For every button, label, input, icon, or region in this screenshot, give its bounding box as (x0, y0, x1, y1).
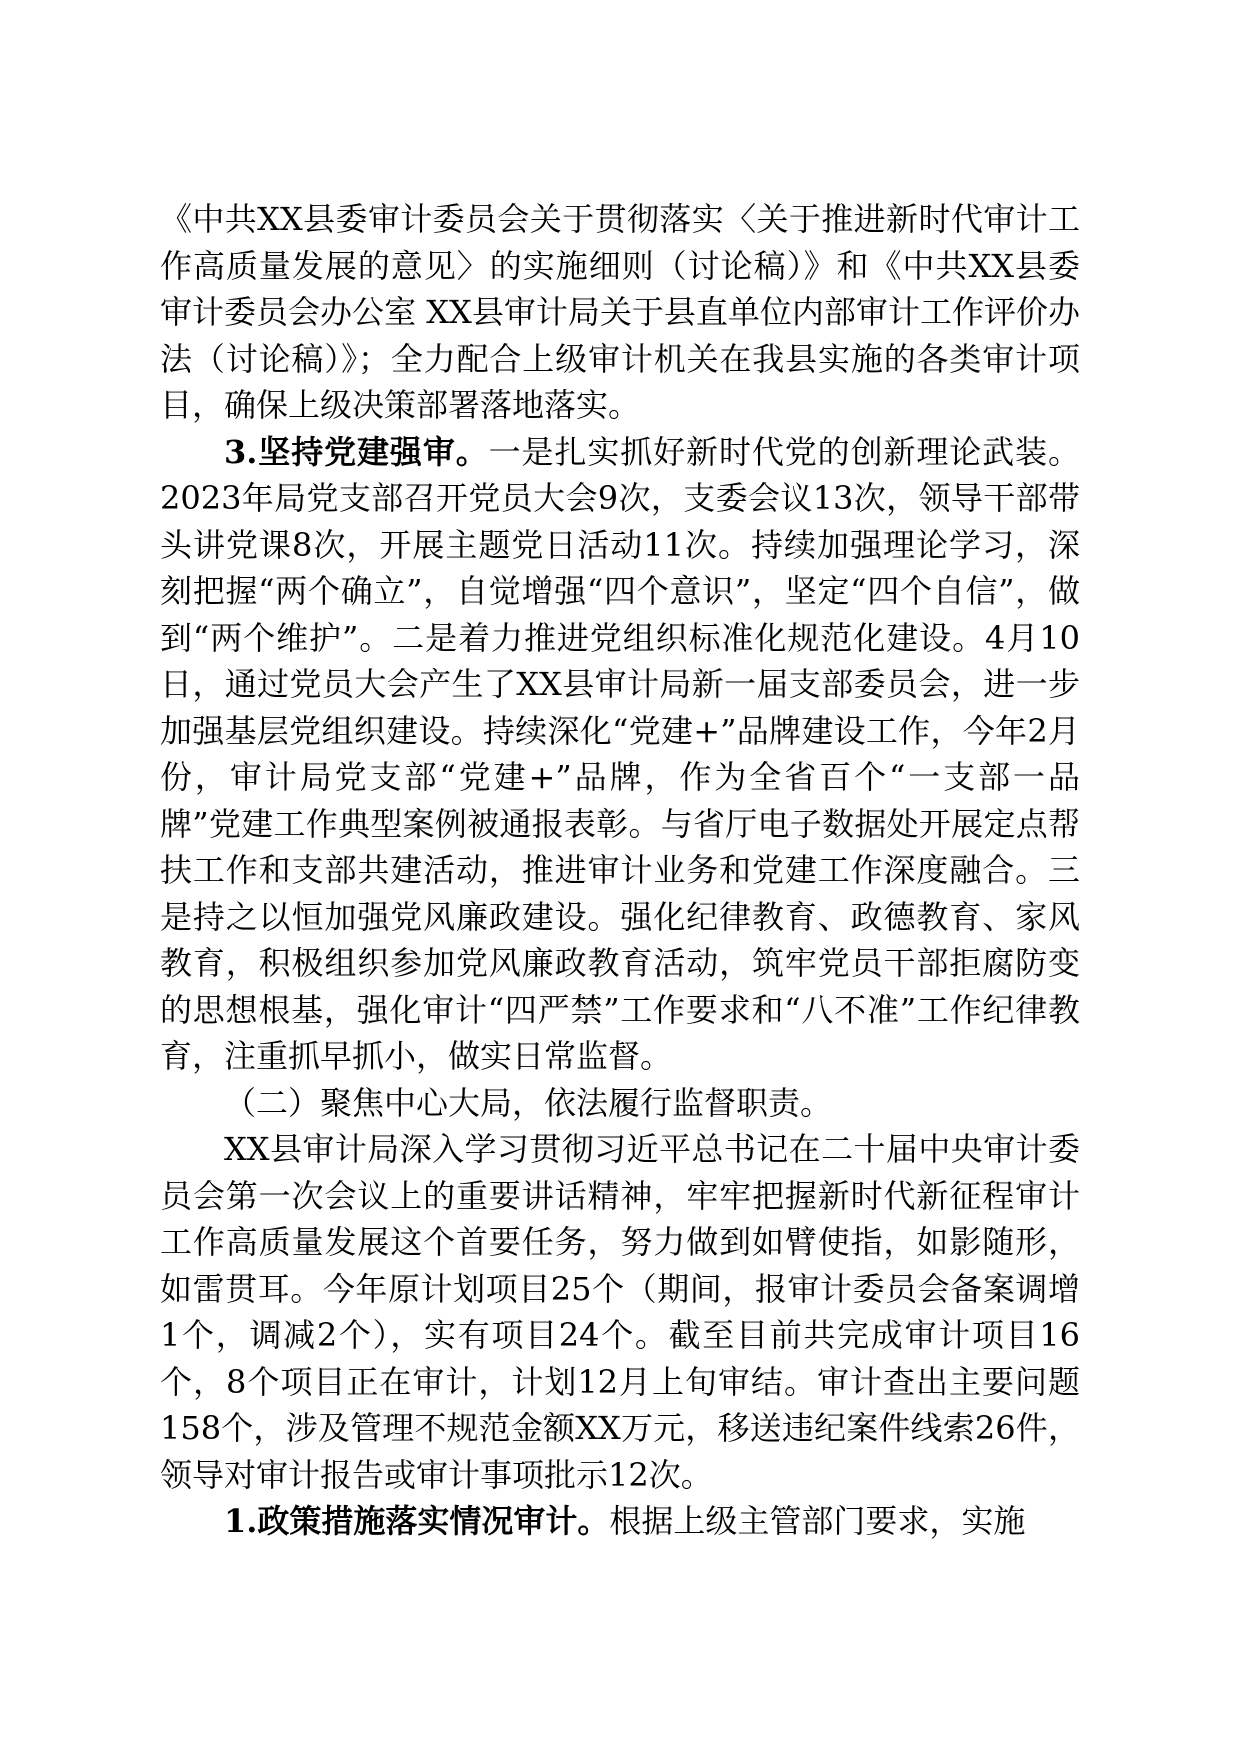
document-body (160, 196, 1080, 1545)
paragraph-heading-party-building: 3.坚持党建强审。 (224, 432, 489, 471)
paragraph-policy-audit (160, 1498, 1080, 1545)
paragraph-body-party-building: 一是扎实抓好新时代党的创新理论武装。2023年局党支部召开党员大会9次，支委会议13次，领导干部带头讲党课8次，开展主题党日活动11次。持续加强理论学习，深刻把握“两个确立”，自觉增强“四个意识”，坚定“四个自信”，做到“两个维护”。二是着力推进党组织标准化规范化建设。4月10日，通过党员大会产生了XX县审计局新一届支部委员会，进一步加强基层党组织建设。持续深化“党建+”品牌建设工作，今年2月份，审计局党支部“党建+”品牌，作为全省百个“一支部一品牌”党建工作典型案例被通报表彰。与省厅电子数据处开展定点帮扶工作和支部共建活动，推进审计业务和党建工作深度融合。三是持之以恒加强党风廉政建设。强化纪律教育、政德教育、家风教育，积极组织参加党风廉政教育活动，筑牢党员干部拒腐防变的思想根基，强化审计“四严禁”工作要求和“八不准”工作纪律教育，注重抓早抓小，做实日常监督。 (160, 432, 1080, 1075)
paragraph-body-policy-audit: 根据上级主管部门要求，实施 (609, 1502, 1026, 1540)
paragraph-continuation: 《中共XX县委审计委员会关于贯彻落实〈关于推进新时代审计工作高质量发展的意见〉的实施细则（讨论稿）》和《中共XX县委审计委员会办公室 XX县审计局关于县直单位内部审计工作评价办法（讨论稿）》；全力配合上级审计机关在我县实施的各类审计项目，确保上级决策部署落地落实。 (160, 200, 1080, 424)
section-heading-two: （二）聚焦中心大局，依法履行监督职责。 (224, 1083, 833, 1122)
paragraph-heading-policy-audit: 1.政策措施落实情况审计。 (224, 1502, 610, 1540)
paragraph-party-building (160, 429, 1080, 1080)
paragraph-audit-overview: XX县审计局深入学习贯彻习近平总书记在二十届中央审计委员会第一次会议上的重要讲话精神，牢牢把握新时代新征程审计工作高质量发展这个首要任务，努力做到如臂使指，如影随形，如雷贯耳。今年原计划项目25个（期间，报审计委员会备案调增1个，调减2个），实有项目24个。截至目前共完成审计项目16个，8个项目正在审计，计划12月上旬审结。审计查出主要问题158个，涉及管理不规范金额XX万元，移送违纪案件线索26件，领导对审计报告或审计事项批示12次。 (160, 1130, 1080, 1494)
